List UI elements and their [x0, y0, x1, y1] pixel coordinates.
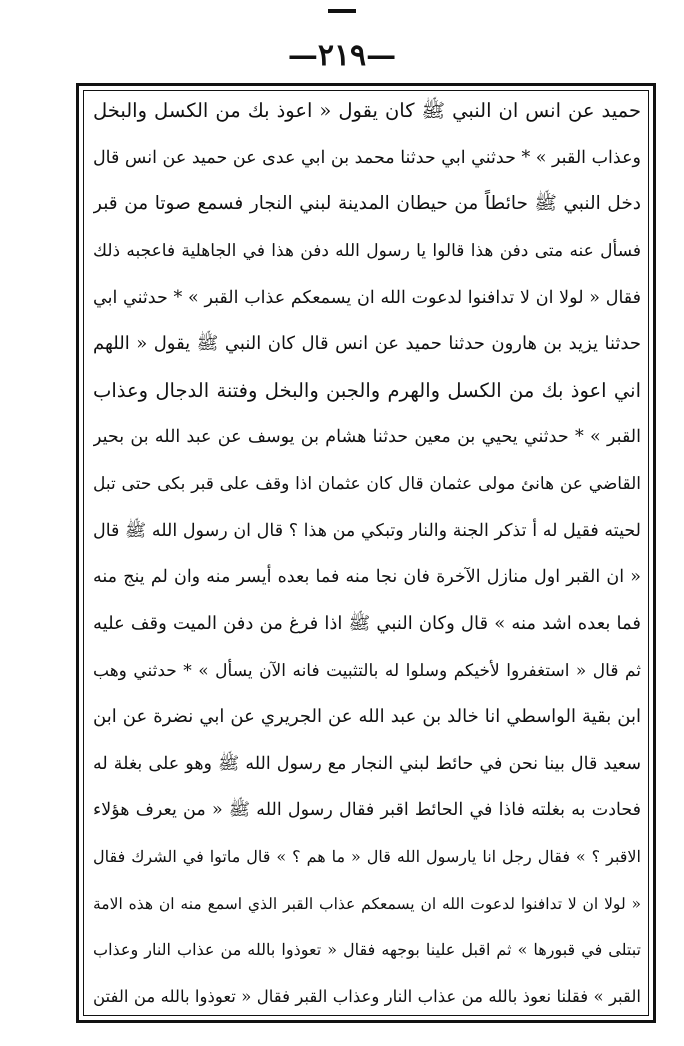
text-line: وعذاب القبر » * حدثني ابي حدثنا محمد بن ابي عدى عن حميد عن انس قال — [93, 147, 641, 168]
text-line: حميد عن انس ان النبي ﷺ كان يقول « اعوذ بك من الكسل والبخل — [93, 99, 641, 122]
text-line: ابن بقية الواسطي انا خالد بن عبد الله عن الجريري عن ابي نضرة عن ابن — [93, 706, 641, 728]
text-line: فقال « لولا ان لا تدافنوا لدعوت الله ان يسمعكم عذاب القبر » * حدثني ابي — [93, 287, 641, 308]
text-line: حدثنا يزيد بن هارون حدثنا حميد عن انس قال كان النبي ﷺ يقول « اللهم — [93, 333, 641, 355]
text-line: لحيته فقيل له أ تذكر الجنة والنار وتبكي من هذا ؟ قال ان رسول الله ﷺ قال — [93, 520, 641, 541]
text-frame — [76, 83, 656, 1023]
text-line: فسأل عنه متى دفن هذا قالوا يا رسول الله دفن هذا في الجاهلية فاعجبه ذلك — [93, 240, 641, 261]
text-line: فما بعده اشد منه » قال وكان النبي ﷺ اذا فرغ من دفن الميت وقف عليه — [93, 612, 641, 634]
text-line: دخل النبي ﷺ حائطاً من حيطان المدينة لبني النجار فسمع صوتا من قبر — [93, 193, 641, 215]
page-number: —٢١٩— — [287, 38, 397, 73]
text-line: الاقبر ؟ » فقال رجل انا يارسول الله قال « ما هم ؟ » قال ماتوا في الشرك فقال — [93, 847, 641, 866]
top-edge-mark — [328, 0, 356, 6]
text-line: فحادت به بغلته فاذا في الحائط اقبر فقال رسول الله ﷺ « من يعرف هؤلاء — [93, 800, 641, 821]
text-line: ثم قال « استغفروا لأخيكم وسلوا له بالتثبيت فانه الآن يسأل » * حدثني وهب — [93, 660, 641, 681]
text-line: اني اعوذ بك من الكسل والهرم والجبن والبخل وفتنة الدجال وعذاب — [93, 378, 641, 402]
text-line: « ان القبر اول منازل الآخرة فان نجا منه فما بعده أيسر منه وان لم ينج منه — [93, 567, 641, 588]
text-line: سعيد قال بينا نحن في حائط لبني النجار مع رسول الله ﷺ وهو على بغلة له — [93, 753, 641, 774]
text-line: القبر » فقلنا نعوذ بالله من عذاب النار وعذاب القبر فقال « تعوذوا بالله من الفتن — [93, 986, 641, 1006]
text-line: تبتلى في قبورها » ثم اقبل علينا بوجهه فقال « تعوذوا بالله من عذاب النار وعذاب — [93, 940, 641, 960]
text-line: القاضي عن هانئ مولى عثمان قال كان عثمان اذا وقف على قبر بكى حتى تبل — [93, 474, 641, 494]
text-line: القبر » * حدثني يحيي بن معين حدثنا هشام بن يوسف عن عبد الله بن بحير — [93, 427, 641, 448]
text-line: « لولا ان لا تدافنوا لدعوت الله ان يسمعكم عذاب القبر الذي اسمع منه ان هذه الامة — [93, 894, 641, 913]
text-body — [93, 96, 641, 1012]
